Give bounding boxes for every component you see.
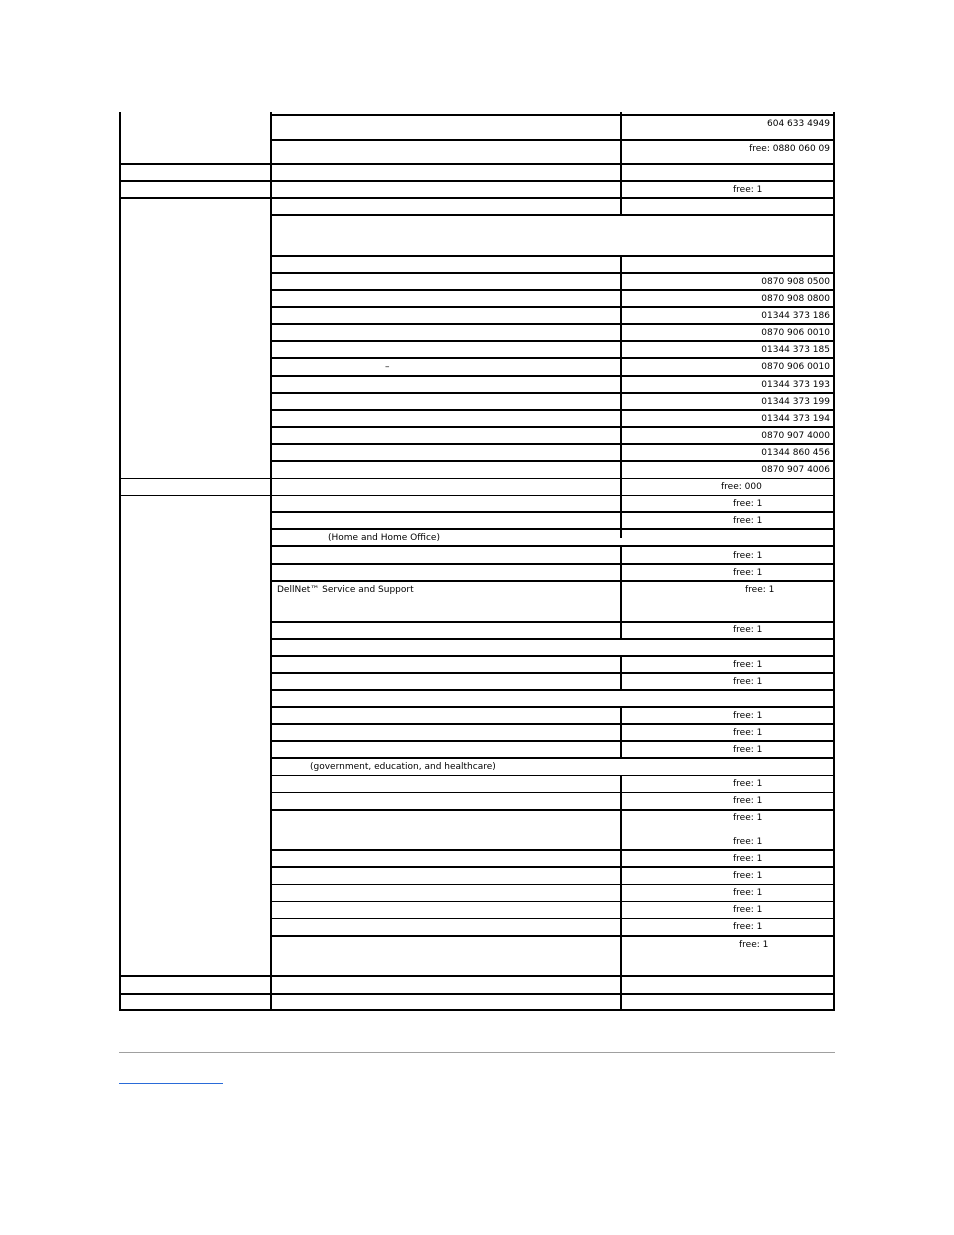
row-line [270,809,835,811]
row-line [270,689,835,691]
phone-number: free: 000 [721,482,762,492]
phone-number: 604 633 4949 [767,119,830,129]
phone-number: 01344 373 186 [761,311,830,321]
back-to-contents-link[interactable] [119,1073,223,1084]
phone-number: free: 1 [733,499,763,509]
table-border-right [833,112,835,1011]
row-line [270,409,835,411]
phone-number: free: 1 [739,940,769,950]
row-line [270,272,835,274]
row-line [270,723,835,725]
row-line [270,740,835,742]
row-line [270,563,835,565]
table-column-divider-1 [270,112,272,1011]
row-line [270,545,835,547]
phone-number: free: 1 [733,888,763,898]
phone-number: 0870 907 4000 [761,431,830,441]
phone-number: 0870 906 0010 [761,362,830,372]
row-line [270,357,835,359]
row-line [119,495,835,496]
row-line [270,289,835,291]
row-line [270,655,835,657]
row-line [270,375,835,377]
phone-number: free: 1 [733,728,763,738]
row-line [270,792,835,793]
row-line [270,621,835,623]
phone-number: free: 1 [733,551,763,561]
row-line [119,197,835,199]
row-line [119,163,835,165]
row-line [270,866,835,868]
row-line [270,935,835,937]
row-line [270,323,835,325]
phone-number: free: 1 [733,711,763,721]
phone-number: 0870 908 0800 [761,294,830,304]
row-line [270,775,835,776]
phone-number: free: 1 [733,905,763,915]
phone-number: free: 1 [733,837,763,847]
phone-number: free: 1 [733,516,763,526]
row-line [270,114,835,116]
row-description: – [385,362,390,372]
row-line [270,139,835,141]
row-line [119,993,835,995]
row-line [119,180,835,182]
row-line [270,580,835,582]
row-line [270,706,835,708]
phone-number: free: 1 [733,796,763,806]
phone-number: free: 0880 060 09 [749,144,830,154]
table-border-left [119,112,121,1011]
section-heading-home-office: (Home and Home Office) [328,533,440,543]
row-line [270,511,835,513]
row-line [270,443,835,445]
row-line [270,528,835,530]
row-line [270,255,835,257]
phone-number: 01344 373 185 [761,345,830,355]
phone-number: free: 1 [733,854,763,864]
row-line [270,849,835,851]
phone-number: 01344 860 456 [761,448,830,458]
row-line [270,392,835,394]
row-line [270,884,835,885]
row-line [270,306,835,308]
table-column-divider-2e [620,707,622,759]
phone-number: free: 1 [733,660,763,670]
row-line [270,638,835,640]
phone-number: free: 1 [733,779,763,789]
row-line [270,918,835,919]
phone-number: 0870 907 4006 [761,465,830,475]
row-line [270,672,835,674]
phone-number: free: 1 [733,813,763,823]
row-line [270,460,835,462]
phone-number: 0870 908 0500 [761,277,830,287]
phone-number: free: 1 [733,922,763,932]
phone-number: free: 1 [733,677,763,687]
phone-number: free: 1 [733,871,763,881]
section-heading-government: (government, education, and healthcare) [310,762,496,772]
row-line [270,757,835,759]
row-line [270,340,835,342]
phone-number: free: 1 [733,185,763,195]
row-line [119,975,835,977]
table-column-divider-2c [620,546,622,640]
phone-number: 01344 373 199 [761,397,830,407]
page-separator [119,1052,835,1053]
phone-number: free: 1 [733,745,763,755]
phone-number: 01344 373 193 [761,380,830,390]
row-description: DellNet™ Service and Support [277,585,414,595]
row-line [270,214,835,216]
row-line [270,426,835,428]
phone-number: 0870 906 0010 [761,328,830,338]
phone-number: free: 1 [745,585,775,595]
phone-number: 01344 373 194 [761,414,830,424]
row-line [119,478,835,479]
phone-number: free: 1 [733,568,763,578]
phone-number: free: 1 [733,625,763,635]
table-border-bottom [119,1009,835,1011]
row-line [270,901,835,902]
